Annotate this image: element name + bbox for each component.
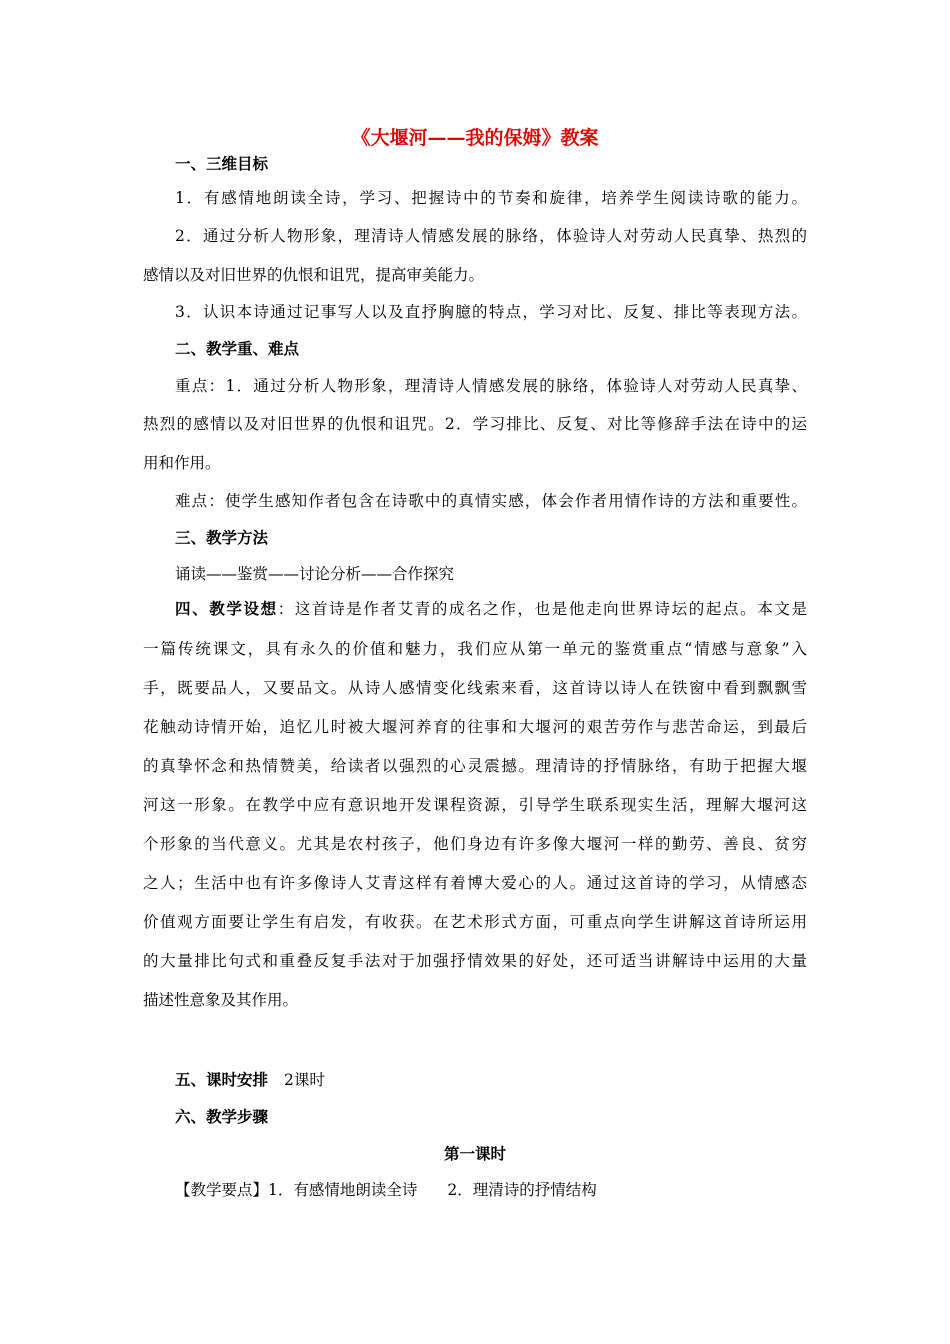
paragraph-design-line-8: 之人；生活中也有许多像诗人艾青这样有着博大爱心的人。通过这首诗的学习，从情感态 — [143, 874, 807, 892]
paragraph-goal-2-line-1: 2．通过分析人物形象，理清诗人情感发展的脉络，体验诗人对劳动人民真挚、热烈的 — [175, 227, 807, 245]
paragraph-design-line-3: 手，既要品人，又要品文。从诗人感情变化线索来看，这首诗以诗人在铁窗中看到飘飘雪 — [143, 679, 807, 697]
paragraph-goal-2-line-2: 感情以及对旧世界的仇恨和诅咒，提高审美能力。 — [143, 266, 485, 284]
paragraph-design-line-9: 价值观方面要让学生有启发，有收获。在艺术形式方面，可重点向学生讲解这首诗所运用 — [143, 913, 807, 931]
paragraph-design-line-6: 河这一形象。在教学中应有意识地开发课程资源，引导学生联系现实生活，理解大堰河这 — [143, 796, 807, 814]
lesson-1-point-2: 2．理清诗的抒情结构 — [447, 1181, 597, 1199]
section-heading-design: 四、教学设想 — [175, 599, 278, 618]
lesson-1-points-label: 【教学要点】 — [175, 1181, 269, 1199]
paragraph-design-line-10: 的大量排比句式和重叠反复手法对于加强抒情效果的好处，还可适当讲解诗中运用的大量 — [143, 952, 807, 970]
section-heading-methods: 三、教学方法 — [175, 528, 269, 547]
paragraph-difficulty: 难点：使学生感知作者包含在诗歌中的真情实感，体会作者用情作诗的方法和重要性。 — [175, 492, 807, 510]
section-heading-goals: 一、三维目标 — [175, 154, 269, 173]
paragraph-design-line-5: 的真挚怀念和热情赞美，给读者以强烈的心灵震撼。理清诗的抒情脉络，有助于把握大堰 — [143, 757, 807, 775]
paragraph-goal-3: 3．认识本诗通过记事写人以及直抒胸臆的特点，学习对比、反复、排比等表现方法。 — [175, 303, 807, 321]
lesson-1-heading: 第一课时 — [443, 1144, 506, 1163]
paragraph-key-line-3: 用和作用。 — [143, 454, 221, 472]
lesson-1-points — [175, 1179, 597, 1201]
section-heading-key-points: 二、教学重、难点 — [175, 339, 300, 358]
document-title: 《大堰河——我的保姆》教案 — [351, 127, 599, 149]
paragraph-methods: 诵读——鉴赏——讨论分析——合作探究 — [175, 565, 455, 583]
paragraph-goal-1: 1．有感情地朗读全诗，学习、把握诗中的节奏和旋律，培养学生阅读诗歌的能力。 — [175, 189, 807, 207]
paragraph-design-line-7: 个形象的当代意义。尤其是农村孩子，他们身边有许多像大堰河一样的勤劳、善良、贫穷 — [143, 835, 807, 853]
schedule-value: 2课时 — [284, 1071, 325, 1089]
paragraph-design-line-4: 花触动诗情开始，追忆儿时被大堰河养育的往事和大堰河的艰苦劳作与悲苦命运，到最后 — [143, 718, 807, 736]
design-line-1-text: ：这首诗是作者艾青的成名之作，也是他走向世界诗坛的起点。本文是 — [277, 600, 807, 618]
paragraph-design-line-1 — [175, 598, 807, 620]
section-heading-steps: 六、教学步骤 — [175, 1107, 269, 1126]
section-heading-schedule: 五、课时安排 — [175, 1070, 269, 1089]
paragraph-key-line-2: 热烈的感情以及对旧世界的仇恨和诅咒。2．学习排比、反复、对比等修辞手法在诗中的运 — [143, 415, 807, 433]
paragraph-key-line-1: 重点：1．通过分析人物形象，理清诗人情感发展的脉络，体验诗人对劳动人民真挚、 — [175, 377, 807, 395]
paragraph-schedule — [175, 1069, 325, 1091]
paragraph-design-line-2: 一篇传统课文，具有永久的价值和魅力，我们应从第一单元的鉴赏重点“情感与意象”入 — [143, 640, 807, 658]
lesson-1-point-1: 1．有感情地朗读全诗 — [268, 1181, 418, 1199]
paragraph-design-line-11: 描述性意象及其作用。 — [143, 991, 299, 1009]
